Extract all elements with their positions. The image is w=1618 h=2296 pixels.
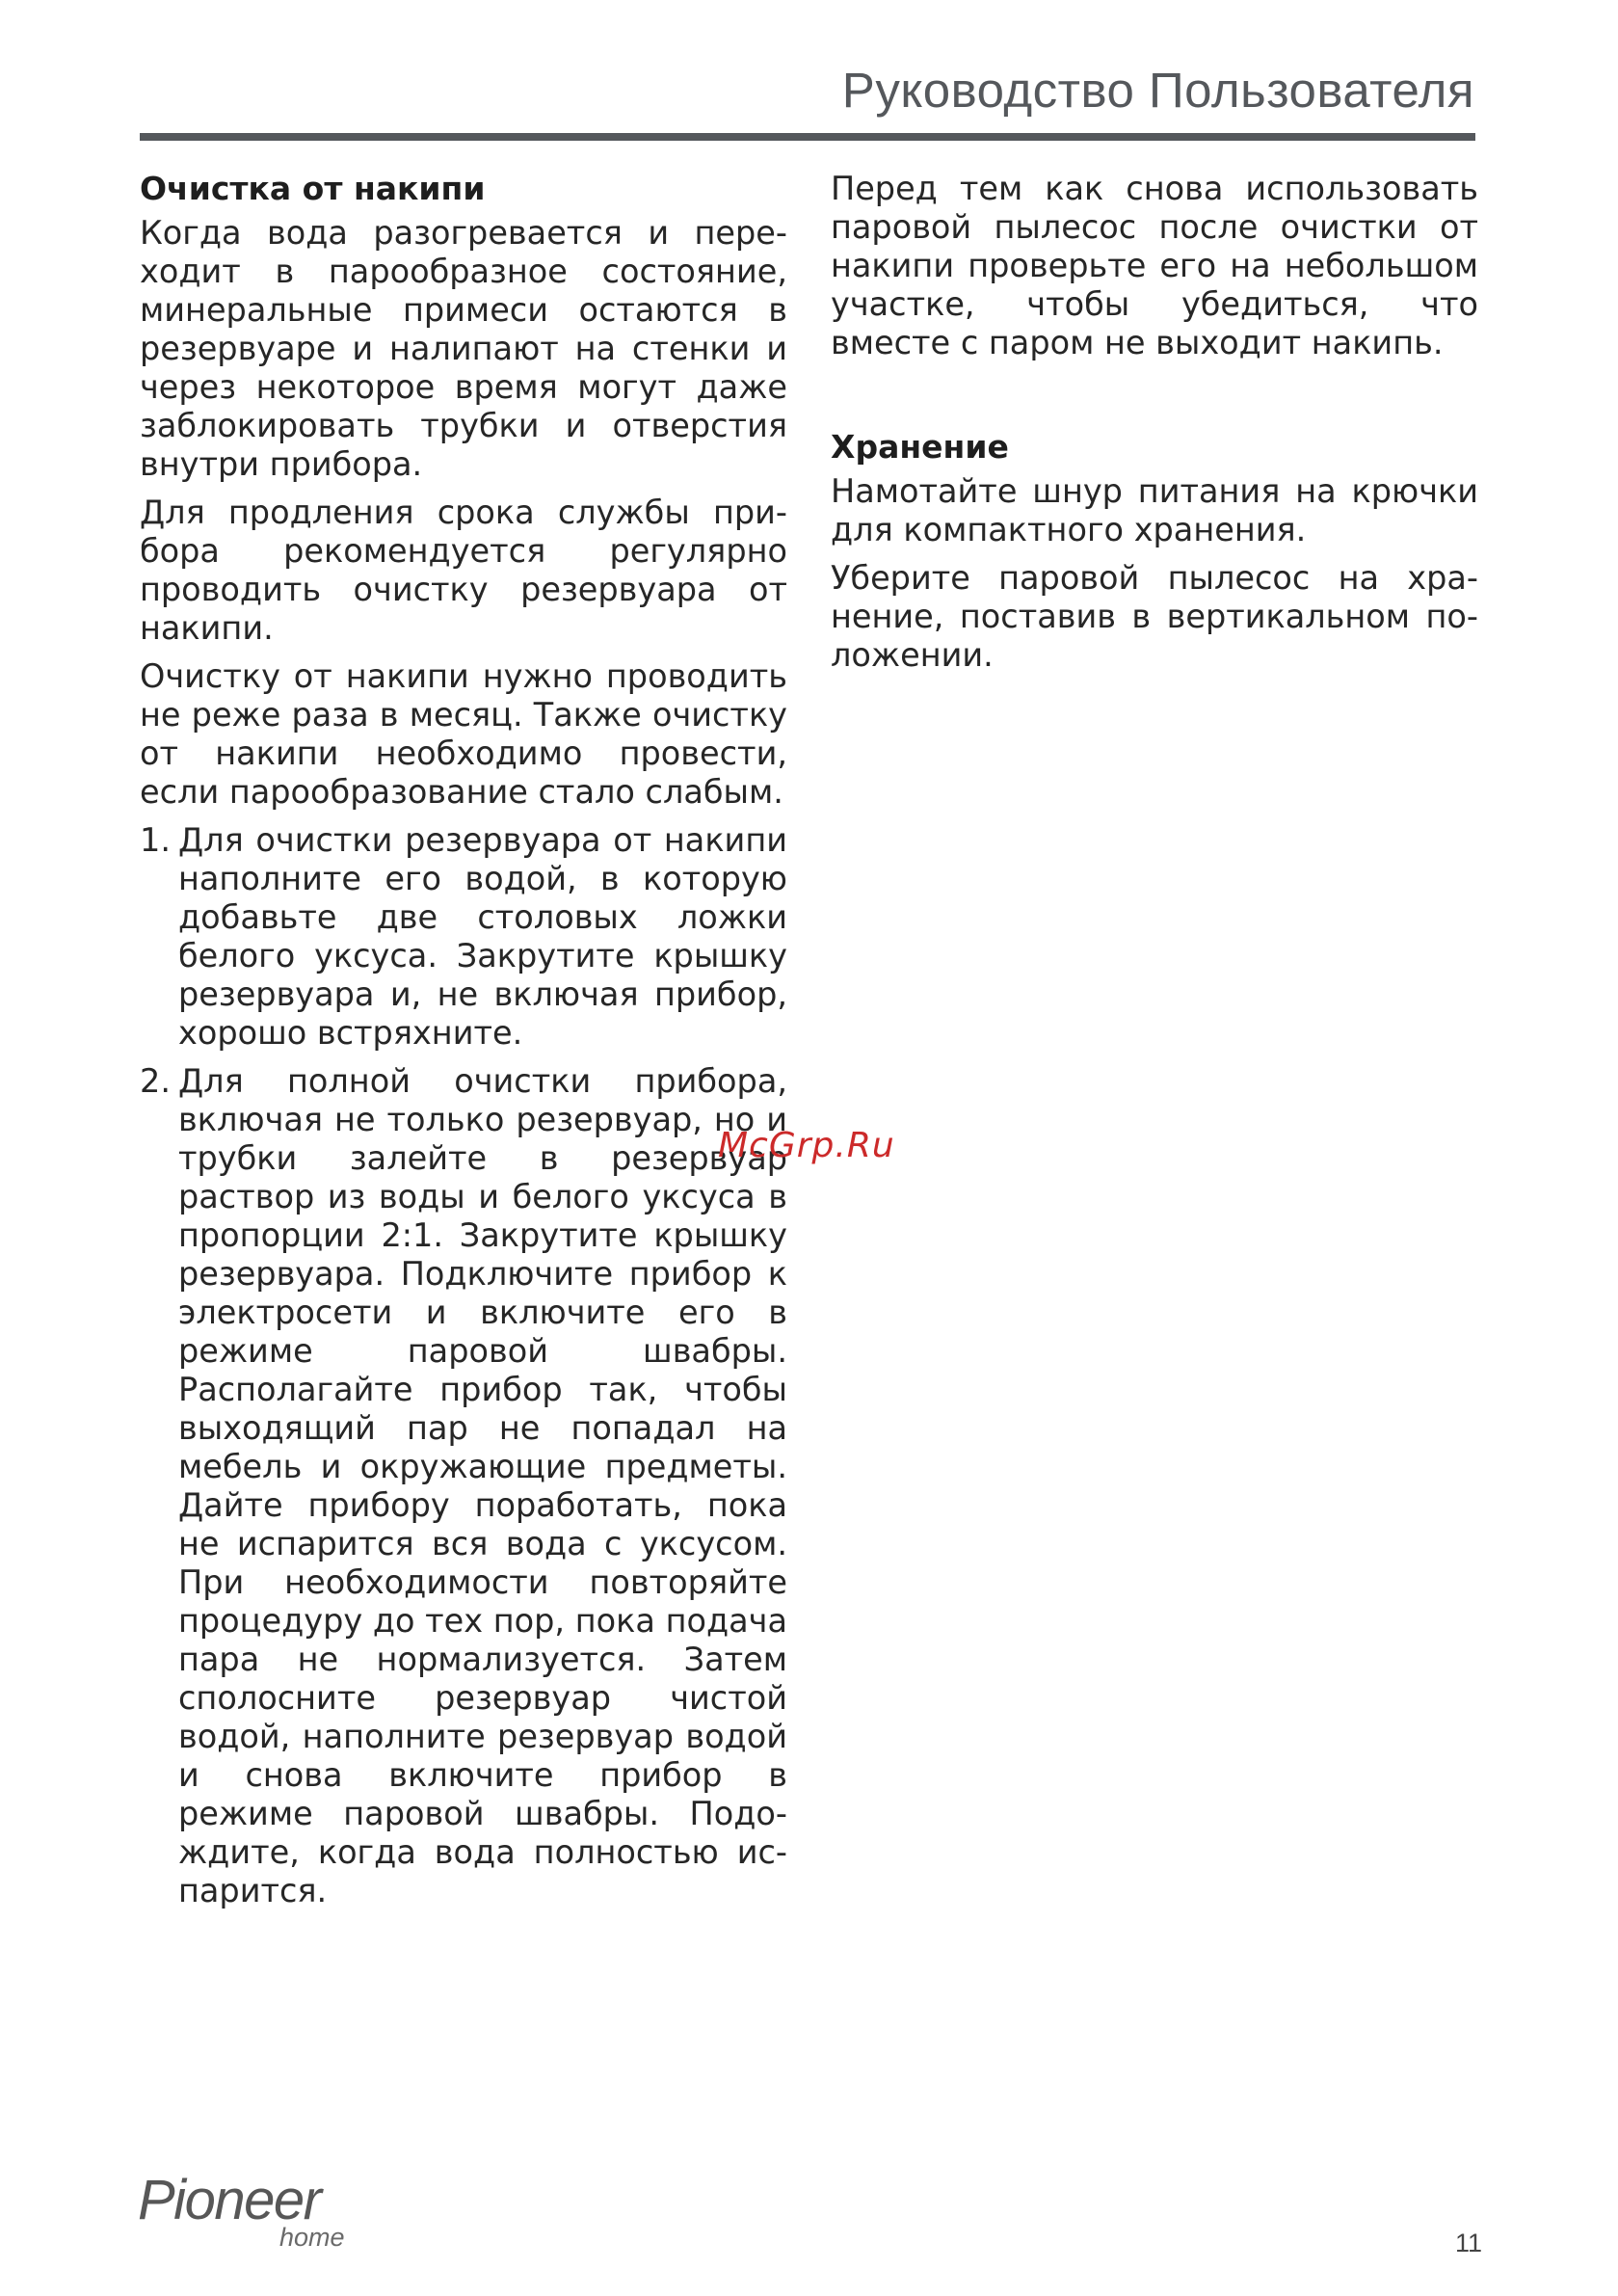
list-item-text: Для очистки резервуара от накипи наполните его водой, в которую добавьте две столовых ложки белого уксуса. Закрутите крышку резервуара и, не включая прибор, хорошо встряхните. bbox=[178, 821, 787, 1052]
brand-logo-sub: home bbox=[279, 2223, 345, 2252]
section-gap bbox=[831, 372, 1478, 428]
left-column bbox=[140, 170, 787, 1920]
list-item bbox=[140, 821, 787, 1053]
descaling-check-paragraph: Перед тем как снова использовать паровой пылесос после очистки от накипи проверьте его на небольшом участке, чтобы убедиться, что вместе с паром не выходит накипь. bbox=[831, 170, 1478, 361]
storage-paragraph-1: Намотайте шнур питания на крючки для компактного хранения. bbox=[831, 472, 1478, 548]
list-item-number: 1. bbox=[140, 821, 171, 859]
section-heading-descaling: Очистка от накипи bbox=[140, 170, 486, 207]
list-item-text: Для полной очистки прибора, включая не только резервуар, но и трубки залейте в резервуар раствор из воды и белого уксуса в пропорции 2:1. Закрутите крышку резервуара. Подключите прибор к электросети и включите его в режиме паровой швабры. Располагайте прибор так, чтобы выходящий пар не попадал на мебель и окружающие предметы. Дайте прибору поработать, пока не испарится вся вода с уксусом. При необходимости повторяйте процедуру до тех пор, пока подача пара не нормализуется. Затем сполосните резервуар чистой водой, наполните резервуар водой и снова включите прибор в режиме паровой швабры. Подождите, когда вода полностью испарится. bbox=[178, 1062, 787, 1909]
descaling-paragraph-1: Когда вода разогревается и переходит в парообразное состояние, минеральные примеси остаются в резервуаре и налипают на стенки и через некоторое время могут даже заблокировать трубки и отверстия внутри прибора. bbox=[140, 214, 787, 483]
storage-paragraph-2: Уберите паровой пылесос на хранение, поставив в вертикальном положении. bbox=[831, 559, 1478, 674]
list-item-number: 2. bbox=[140, 1062, 171, 1100]
watermark: McGrp.Ru bbox=[718, 1126, 895, 1165]
descaling-paragraph-2: Для продления срока службы прибора рекомендуется регулярно проводить очистку резервуара от накипи. bbox=[140, 494, 787, 647]
section-heading-storage: Хранение bbox=[831, 428, 1009, 466]
page-header-title: Руководство Пользователя bbox=[841, 63, 1474, 118]
brand-logo-name: Pioneer bbox=[138, 2169, 321, 2231]
descaling-paragraph-3: Очистку от накипи нужно проводить не реже раза в месяц. Также очистку от накипи необходимо провести, если парообразование стало слабым. bbox=[140, 657, 787, 811]
header-divider bbox=[140, 133, 1475, 141]
list-item bbox=[140, 1062, 787, 1910]
right-column bbox=[831, 170, 1478, 684]
page-number: 11 bbox=[1454, 2229, 1482, 2257]
brand-logo bbox=[138, 2169, 345, 2252]
